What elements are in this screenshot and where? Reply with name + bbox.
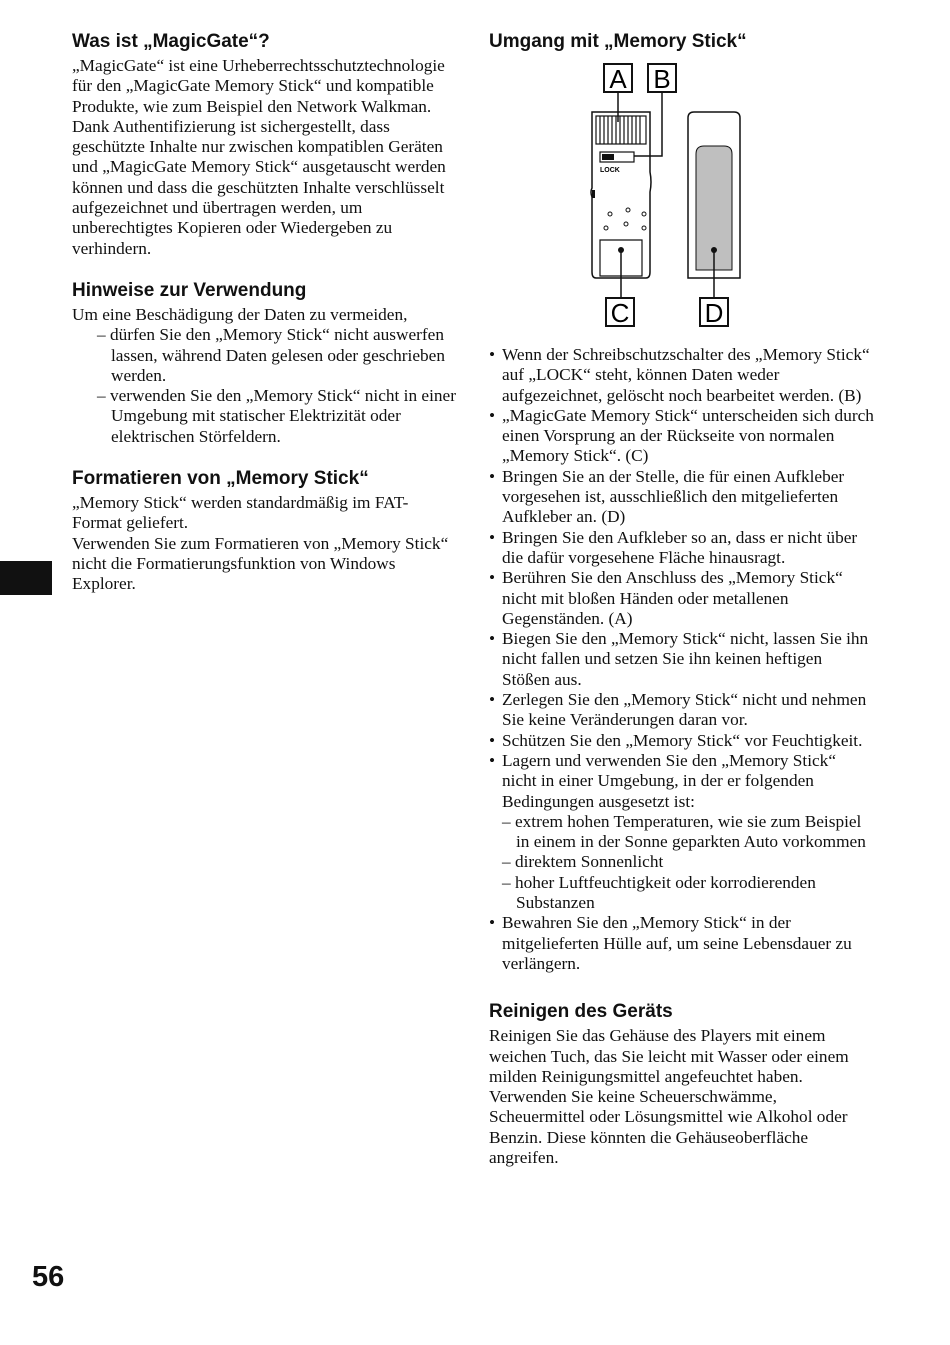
section-reinigen <box>489 1000 874 1168</box>
side-notch <box>592 190 595 198</box>
paragraph-magicgate: „MagicGate“ ist eine Urheberrechtsschutztechnologie für den „MagicGate Memory Stick“ und kompatible Produkte, wie zum Beispiel den Network Walkman. Dank Authentifizierung ist sichergestellt, dass geschützte Inhalte nur zwischen kompatiblen Geräten und „MagicGate Memory Stick“ ausgetauscht werden können und dass die geschützten Inhalte verschlüsselt aufgezeichnet und übertragen werden, um unberechtigtes Kopieren oder Wiedergeben zu verhindern. <box>72 56 446 258</box>
paragraph-formatieren-2: Verwenden Sie zum Formatieren von „Memory Stick“ nicht die Formatierungsfunktion von Windows Explorer. <box>72 533 449 594</box>
section-umgang <box>489 30 874 974</box>
list-item: • Bringen Sie den Aufkleber so an, dass er nicht über die dafür vorgesehene Fläche hinausragt. <box>489 528 874 569</box>
list-item: – dürfen Sie den „Memory Stick“ nicht auswerfen lassen, während Daten gelesen oder geschrieben werden. <box>97 325 457 386</box>
left-column <box>72 30 457 615</box>
paragraph-formatieren-1: „Memory Stick“ werden standardmäßig im FAT-Format geliefert. <box>72 493 409 533</box>
storage-sub-list <box>502 812 874 913</box>
list-item: • Zerlegen Sie den „Memory Stick“ nicht und nehmen Sie keine Veränderungen daran vor. <box>489 690 874 731</box>
list-item: • Berühren Sie den Anschluss des „Memory Stick“ nicht mit bloßen Händen oder metallenen Gegenständen. (A) <box>489 568 874 629</box>
list-item: – verwenden Sie den „Memory Stick“ nicht in einer Umgebung mit statischer Elektrizität oder elektrischen Störfeldern. <box>97 386 457 447</box>
label-d: D <box>704 298 724 328</box>
storage-text: Lagern und verwenden Sie den „Memory Stick“ nicht in einer Umgebung, in der er folgenden Bedingungen ausgesetzt ist: <box>502 750 836 811</box>
sub-list-item: – direktem Sonnenlicht <box>502 852 874 872</box>
hinweise-list <box>72 325 457 447</box>
switch-knob <box>602 154 614 160</box>
connector-terminals <box>596 116 646 144</box>
memory-stick-figure <box>584 62 759 337</box>
umgang-bullet-list <box>489 345 874 974</box>
list-item: • Biegen Sie den „Memory Stick“ nicht, lassen Sie ihn nicht fallen und setzen Sie ihn keinen heftigen Stößen aus. <box>489 629 874 690</box>
section-hinweise <box>72 279 457 447</box>
label-b: B <box>653 64 671 94</box>
heading-magicgate: Was ist „MagicGate“? <box>72 31 270 52</box>
heading-reinigen: Reinigen des Geräts <box>489 1001 673 1023</box>
paragraph-reinigen: Reinigen Sie das Gehäuse des Players mit einem weichen Tuch, das Sie leicht mit Wasser oder einem milden Reinigungsmittel angefeuchtet haben. Verwenden Sie keine Scheuerschwämme, Scheuermittel oder Lösungsmittel wie Alkohol oder Benzin. Diese könnten die Gehäuseoberfläche angreifen. <box>489 1026 849 1167</box>
list-item: • Schützen Sie den „Memory Stick“ vor Feuchtigkeit. <box>489 731 874 751</box>
section-formatieren <box>72 467 457 594</box>
label-a: A <box>609 64 627 94</box>
list-item: • „MagicGate Memory Stick“ unterscheiden sich durch einen Vorsprung an der Rückseite von normalen „Memory Stick“. (C) <box>489 406 874 467</box>
paragraph-hinweise-intro: Um eine Beschädigung der Daten zu vermeiden, <box>72 304 408 324</box>
list-item: • Bewahren Sie den „Memory Stick“ in der mitgelieferten Hülle auf, um seine Lebensdauer zu verlängern. <box>489 913 874 974</box>
list-item: • Wenn der Schreibschutzschalter des „Memory Stick“ auf „LOCK“ steht, können Daten weder aufgezeichnet, gelöscht noch bearbeitet werden. (B) <box>489 345 874 406</box>
sub-list-item: – extrem hohen Temperaturen, wie sie zum Beispiel in einem in der Sonne geparkten Auto vorkommen <box>502 812 874 853</box>
page-number: 56 <box>32 1261 65 1293</box>
list-item-storage <box>489 751 874 913</box>
section-tab-marker <box>0 561 52 595</box>
label-c: C <box>610 298 630 328</box>
lock-label: LOCK <box>600 167 620 174</box>
section-magicgate <box>72 30 457 259</box>
heading-hinweise: Hinweise zur Verwendung <box>72 279 307 301</box>
heading-umgang: Umgang mit „Memory Stick“ <box>489 31 747 52</box>
right-column <box>489 30 874 1188</box>
list-item: • Bringen Sie an der Stelle, die für einen Aufkleber vorgesehen ist, ausschließlich den mitgelieferten Aufkleber an. (D) <box>489 467 874 528</box>
heading-formatieren: Formatieren von „Memory Stick“ <box>72 468 369 490</box>
sub-list-item: – hoher Luftfeuchtigkeit oder korrodierenden Substanzen <box>502 873 874 914</box>
